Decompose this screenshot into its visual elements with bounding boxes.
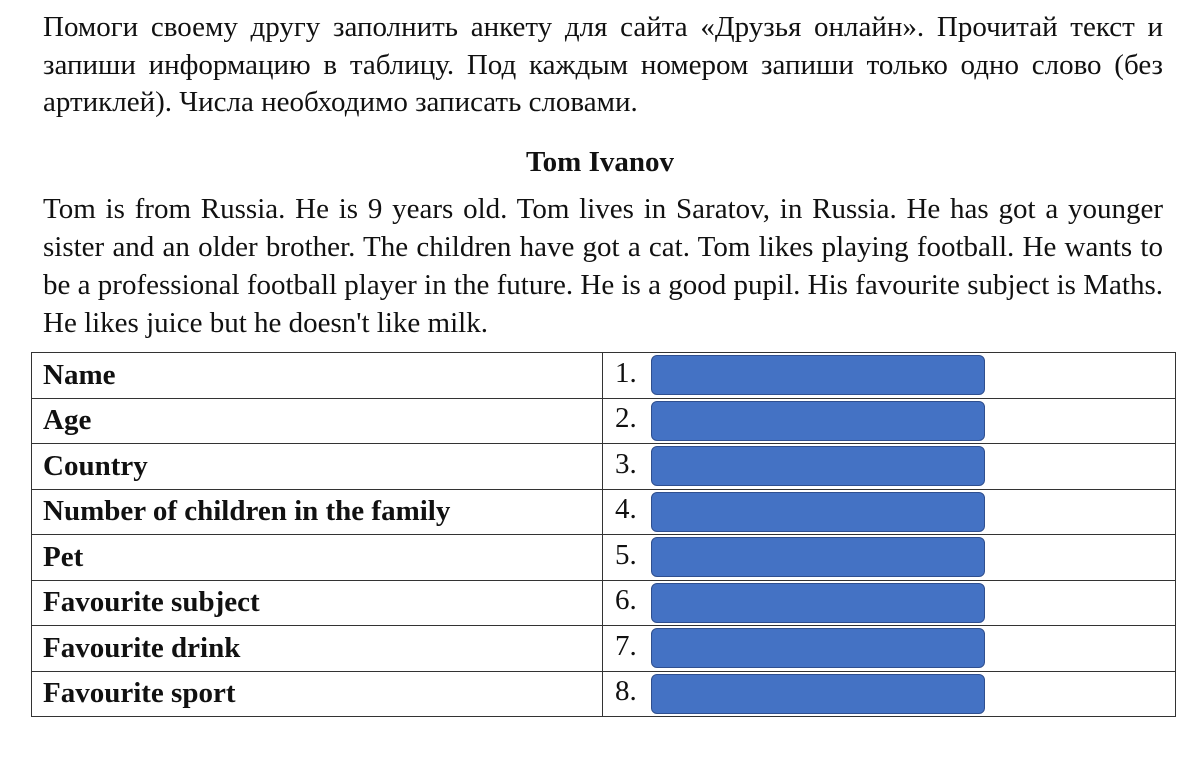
- field-label-age: Age: [32, 398, 603, 444]
- field-label-subject: Favourite subject: [32, 580, 603, 626]
- story-text: Tom is from Russia. He is 9 years old. Tom lives in Saratov, in Russia. He has got a younger sister and an older brother. The children have got a cat. Tom likes playing football. He wants to be a professional football player in the future. He is a good pupil. His favourite subject is Maths. He likes juice but he doesn't like milk.: [43, 193, 1163, 339]
- answer-cell: [603, 444, 1176, 490]
- field-label-drink: Favourite drink: [32, 626, 603, 672]
- field-label-country: Country: [32, 444, 603, 490]
- field-label-children: Number of children in the family: [32, 489, 603, 535]
- table-row: [32, 626, 1176, 672]
- story-title: Tom Ivanov: [525, 146, 674, 178]
- table-row: [32, 535, 1176, 581]
- answer-number: 8.: [615, 675, 637, 708]
- answer-field-name[interactable]: [651, 355, 985, 395]
- answer-cell: [603, 671, 1176, 717]
- table-row: [32, 353, 1176, 399]
- answer-number: 6.: [615, 584, 637, 617]
- answer-field-sport[interactable]: [651, 674, 985, 714]
- answer-number: 7.: [615, 629, 637, 662]
- answer-cell: [603, 353, 1176, 399]
- answer-field-drink[interactable]: [651, 628, 985, 668]
- answer-cell: [603, 580, 1176, 626]
- answer-number: 2.: [615, 402, 637, 435]
- answer-cell: [603, 489, 1176, 535]
- answer-field-country[interactable]: [651, 446, 985, 486]
- questionnaire-table: [31, 352, 1176, 717]
- answer-field-children[interactable]: [651, 492, 985, 532]
- table-row: [32, 671, 1176, 717]
- table-row: [32, 489, 1176, 535]
- answer-field-subject[interactable]: [651, 583, 985, 623]
- answer-number: 3.: [615, 447, 637, 480]
- answer-cell: [603, 535, 1176, 581]
- task-instructions: Помоги своему другу заполнить анкету для сайта «Друзья онлайн». Прочитай текст и запиши информацию в таблицу. Под каждым номером запиши только одно слово (без артиклей). Числа необходимо записать словами.: [43, 11, 1163, 118]
- table-row: [32, 398, 1176, 444]
- answer-cell: [603, 398, 1176, 444]
- table-row: [32, 580, 1176, 626]
- answer-field-pet[interactable]: [651, 537, 985, 577]
- answer-field-age[interactable]: [651, 401, 985, 441]
- answer-number: 1.: [615, 356, 637, 389]
- answer-number: 5.: [615, 538, 637, 571]
- field-label-pet: Pet: [32, 535, 603, 581]
- table-row: [32, 444, 1176, 490]
- field-label-sport: Favourite sport: [32, 671, 603, 717]
- field-label-name: Name: [32, 353, 603, 399]
- answer-number: 4.: [615, 493, 637, 526]
- answer-cell: [603, 626, 1176, 672]
